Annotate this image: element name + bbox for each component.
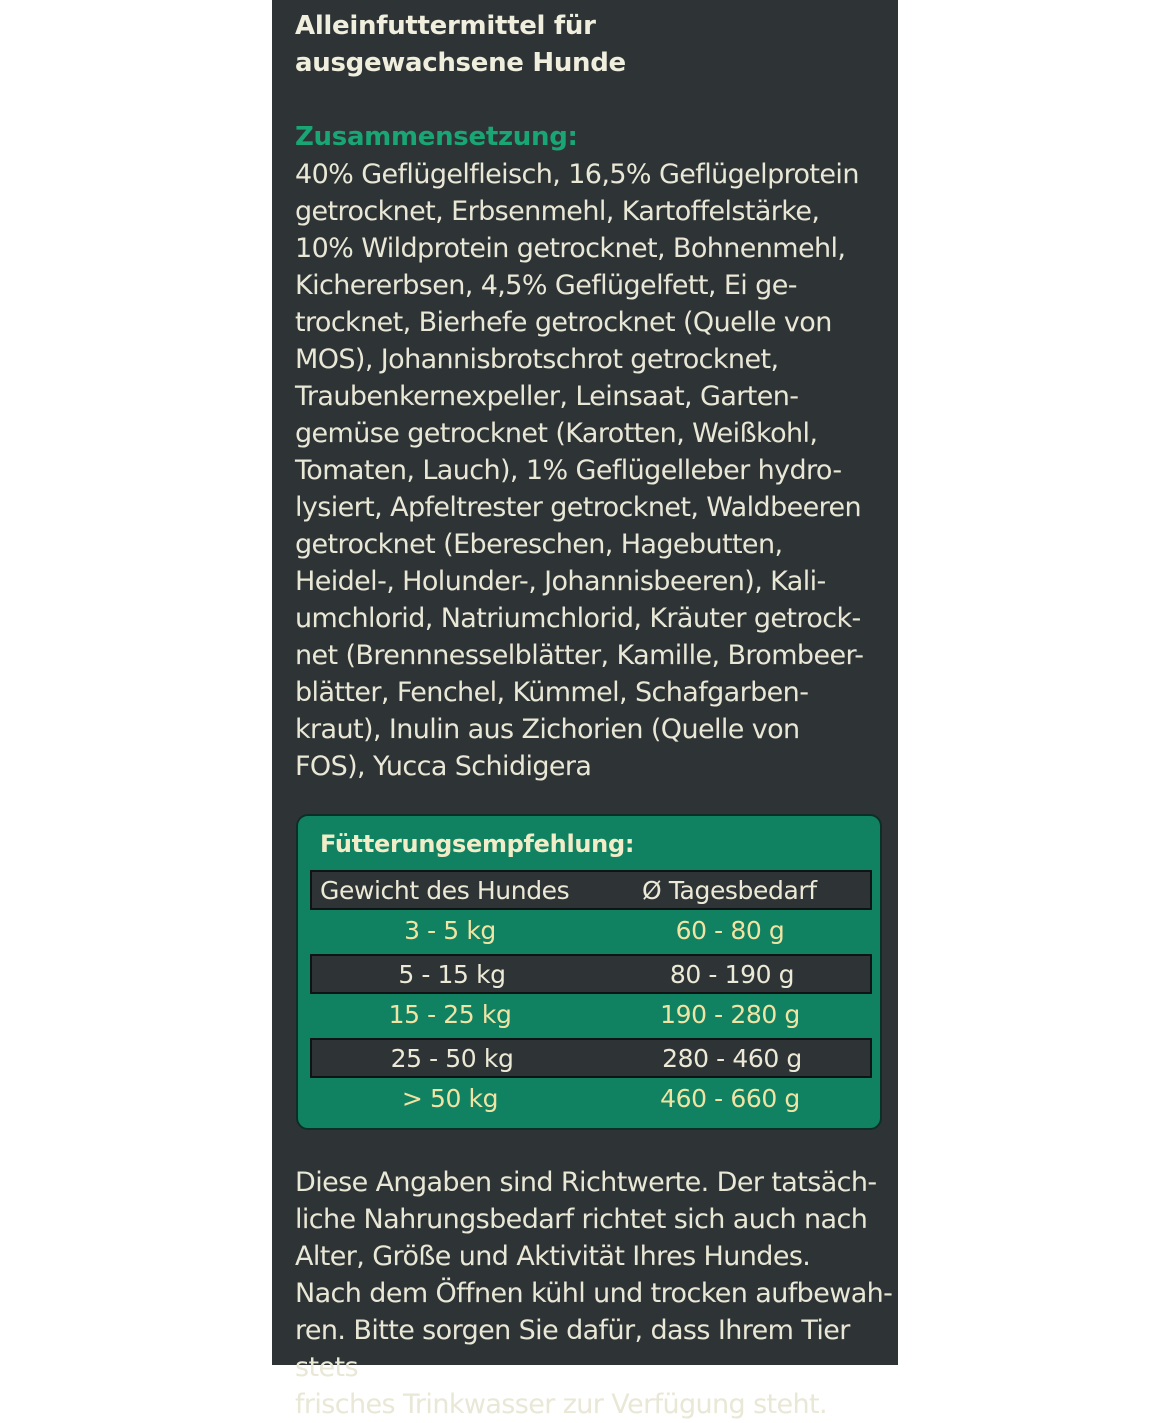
feeding-recommendation-box — [296, 814, 882, 1130]
daily-need-cell: 280 - 460 g — [662, 1044, 802, 1073]
feeding-table-row — [310, 996, 872, 1036]
daily-need-cell: 190 - 280 g — [660, 1000, 800, 1029]
feeding-table-row — [310, 1080, 872, 1120]
feeding-title: Fütterungsempfehlung: — [320, 830, 635, 858]
product-type-text: Alleinfuttermittel für ausgewachsene Hunde — [295, 11, 626, 78]
weight-cell: > 50 kg — [401, 1084, 499, 1113]
daily-need-cell: 60 - 80 g — [675, 916, 785, 945]
feeding-table-row — [310, 912, 872, 952]
weight-cell: 15 - 25 kg — [388, 1000, 512, 1029]
column-header-weight: Gewicht des Hundes — [320, 876, 570, 905]
feeding-table-header — [310, 870, 872, 910]
weight-cell: 3 - 5 kg — [404, 916, 496, 945]
daily-need-cell: 460 - 660 g — [660, 1084, 800, 1113]
weight-cell: 5 - 15 kg — [398, 960, 506, 989]
composition-heading: Zusammensetzung: — [295, 122, 578, 152]
column-header-daily-need: Ø Tagesbedarf — [642, 876, 817, 905]
product-label-panel — [272, 0, 898, 1420]
weight-cell: 25 - 50 kg — [390, 1044, 514, 1073]
feeding-table-row — [310, 954, 872, 994]
composition-text: 40% Geflügelfleisch, 16,5% Geflügelprotein getrocknet, Erbsenmehl, Kartoffelstärke, 10% Wildprotein getrocknet, Bohnenmehl, Kichererbsen, 4,5% Geflügelfett, Ei ge- trocknet, Bierhefe getrocknet (Quelle von MOS), Johannisbrotschrot getrocknet, Traubenkernexpeller, Leinsaat, Garten- gemüse getrocknet (Karotten, Weißkohl, Tomaten, Lauch), 1% Geflügelleber hydro- lysiert, Apfeltrester getrocknet, Waldbeeren getrocknet (Ebereschen, Hagebutten, Heidel-, Holunder-, Johannisbeeren), Kali- umchlorid, Natriumchlorid, Kräuter getrock- net (Brennnesselblätter, Kamille, Brombeer- blätter, Fenchel, Kümmel, Schafgarben- kraut), Inulin aus Zichorien (Quelle von FOS), Yucca Schidigera — [295, 159, 864, 782]
daily-need-cell: 80 - 190 g — [669, 960, 795, 989]
feeding-table-row — [310, 1038, 872, 1078]
feeding-note-text: Diese Angaben sind Richtwerte. Der tatsäch- liche Nahrungsbedarf richtet sich auch nach Alter, Größe und Aktivität Ihres Hundes. Nach dem Öffnen kühl und trocken aufbewah- ren. Bitte sorgen Sie dafür, dass Ihrem Tier stets frisches Trinkwasser zur Verfügung steht. — [295, 1167, 893, 1420]
